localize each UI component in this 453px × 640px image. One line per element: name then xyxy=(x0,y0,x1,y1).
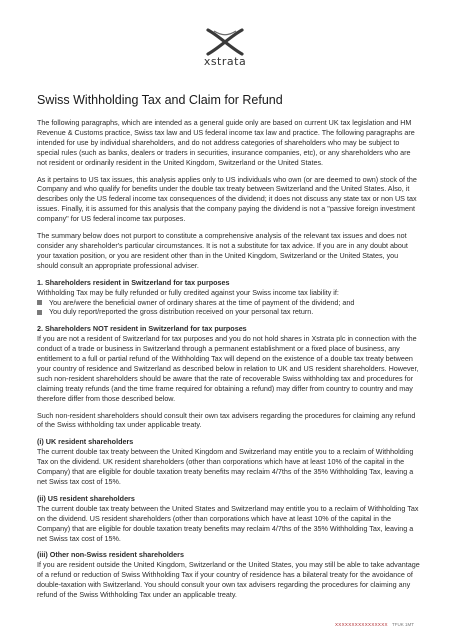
x-logo-icon xyxy=(205,28,245,56)
intro-paragraph-2: As it pertains to US tax issues, this analysis applies only to US individuals who own (or are deemed to own) stock of the Company and who qualify for benefits under the double tax treaty between Switzerland and the United States. Also, it describes only the US federal income tax consequences of the dividend; it does not discuss any state tax or non US tax issues. Finally, it is assumed for this analysis that the company paying the dividend is not a "passive foreign investment company" for US federal income tax purposes. xyxy=(37,174,417,224)
page-title: Swiss Withholding Tax and Claim for Refund xyxy=(37,93,283,107)
section-1-bullet xyxy=(37,298,421,308)
us-shareholders-heading: (ii) US resident shareholders xyxy=(37,493,135,503)
section-2-heading: 2. Shareholders NOT resident in Switzerland for tax purposes xyxy=(37,324,247,334)
uk-shareholders-heading: (i) UK resident shareholders xyxy=(37,437,134,447)
intro-paragraph-3: The summary below does not purport to constitute a comprehensive analysis of the relevant tax issues and does not consider any shareholder's particular circumstances. It is not a substitute for tax advice. If you are in any doubt about your taxation position, or you are resident other than in the United Kingdom, Switzerland or the United States, you should consult an appropriate professional adviser. xyxy=(37,231,408,270)
logo-wordmark: xstrata xyxy=(203,55,247,68)
section-1-heading: 1. Shareholders resident in Switzerland for tax purposes xyxy=(37,277,230,287)
us-shareholders-text: The current double tax treaty between the United States and Switzerland may entitle you to a reclaim of Withholding Tax on the dividend. US resident shareholders (other than corporations which have at least 10% of the capital in the Company) that are eligible for double taxation treaty benefits may reclaim 4/7ths of the 35% Withholding Tax, leaving a net Swiss tax cost of 15%. xyxy=(37,503,419,543)
section-2-paragraph-1: If you are not a resident of Switzerland for tax purposes and you do not hold shares in Xstrata plc in connection with the conduct of a trade or business in Switzerland through a permanent establishment or a fixed place of business, any entitlement to a full or partial refund of the Withholding Tax will depend on the existence of a double tax treaty between your country of residence and Switzerland as described below in relation to UK and US resident shareholders. However, such non-resident shareholders should be aware that the rate of recoverable Swiss withholding tax and procedures for claiming treaty refunds (and the time frame required for obtaining a refund) may differ from country to country and may therefore differ from those described below. xyxy=(37,334,419,403)
square-bullet-icon xyxy=(37,300,42,305)
section-1-lead: Withholding Tax may be fully refunded or fully credited against your Swiss income tax liability if: xyxy=(37,287,339,297)
xstrata-logo xyxy=(198,28,252,68)
square-bullet-icon xyxy=(37,310,42,315)
intro-paragraph-1: The following paragraphs, which are intended as a general guide only are based on current UK tax legislation and HM Revenue & Customs practice, Swiss tax law and US federal income tax law and practice. The following paragraphs are intended for use by individual shareholders, and do not address categories of shareholders who may be subject to special rules (such as banks, dealers or traders in securities, insurance companies, etc), or any shareholders who are not resident or ordinarily resident in the United Kingdom, Switzerland or the United States. xyxy=(37,118,415,167)
footer-code: XXXXXXXXXXXXXXXX xyxy=(335,622,388,627)
bullet-text: You duly report/reported the gross distribution received on your personal tax return. xyxy=(49,307,314,317)
bullet-text: You are/were the beneficial owner of ordinary shares at the time of payment of the dividend; and xyxy=(49,297,355,307)
other-shareholders-heading: (iii) Other non-Swiss resident shareholders xyxy=(37,550,184,560)
footer-reference: TFUK 1MT xyxy=(392,622,414,627)
section-1-bullet xyxy=(37,307,421,317)
uk-shareholders-text: The current double tax treaty between the United Kingdom and Switzerland may entitle you to a reclaim of Withholding Tax on the dividend. UK resident shareholders (other than corporations which have at least 10% of the capital in the Company) that are eligible for double taxation treaty benefits may reclaim 4/7ths of the 35% Withholding Tax, leaving a net Swiss tax cost of 15%. xyxy=(37,447,414,486)
section-2-paragraph-2: Such non-resident shareholders should consult their own tax advisers regarding the procedures for claiming any refund of the Swiss withholding tax under applicable treaty. xyxy=(37,410,416,430)
document-body xyxy=(37,93,421,607)
other-shareholders-text: If you are resident outside the United Kingdom, Switzerland or the United States, you may still be able to take advantage of a refund or reduction of Swiss Withholding Tax if your country of residence has a bilateral treaty for the avoidance of double-taxation with Switzerland. You should consult your own tax advisers regarding the procedures for claiming any refund of the Swiss Withholding Tax under an applicable treaty. xyxy=(37,560,420,600)
